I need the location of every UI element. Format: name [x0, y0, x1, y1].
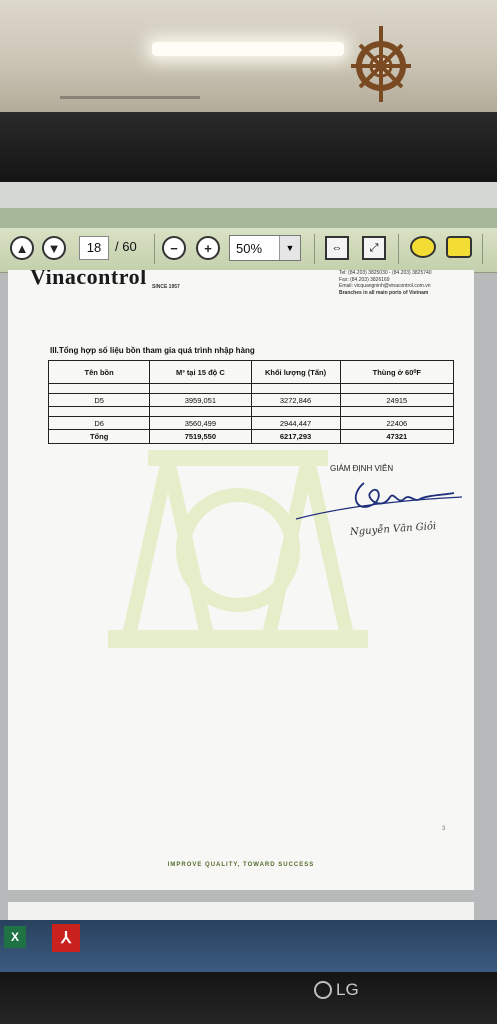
zoom-select[interactable] [229, 235, 301, 261]
logo-text: Vinacontrol [30, 270, 147, 289]
zoom-value: 50% [236, 241, 263, 256]
next-page-button[interactable] [42, 236, 66, 260]
chevron-down-icon[interactable]: ▼ [279, 236, 300, 260]
column-header: M³ tại 15 độ C [150, 361, 251, 384]
table-cell: 3272,846 [251, 394, 340, 407]
text-annotation-button[interactable] [446, 236, 472, 258]
ceiling-light [152, 42, 344, 56]
monitor-bezel-top [0, 112, 497, 182]
monitor-brand-logo [314, 980, 359, 1000]
monitor-bezel-bottom [0, 972, 497, 1024]
lg-circle-icon [314, 981, 332, 999]
column-header: Tên bồn [49, 361, 150, 384]
fit-page-icon: ⤢ [369, 241, 379, 254]
vinacontrol-watermark [88, 440, 388, 660]
table-row [49, 417, 454, 430]
table-row [49, 394, 454, 407]
wall-background [0, 0, 497, 112]
column-header: Thùng ở 60⁰F [340, 361, 453, 384]
logo-since: SINCE 1957 [152, 284, 180, 290]
pdf-reader-icon[interactable]: ⅄ [52, 924, 80, 952]
toolbar-separator [314, 234, 315, 264]
table-cell: D5 [49, 394, 150, 407]
table-cell: D6 [49, 417, 150, 430]
table-spacer-row [49, 384, 454, 394]
toolbar-separator [154, 234, 155, 264]
menu-bar [0, 208, 497, 228]
inspector-label: GIÁM ĐỊNH VIÊN [330, 464, 394, 473]
arrow-up-icon: ▲ [15, 240, 29, 256]
contact-fax: Fax: (84.203) 3826169 [339, 276, 390, 283]
pdf-page [8, 270, 474, 890]
table-cell: 47321 [340, 430, 453, 444]
toolbar-separator [482, 234, 483, 264]
contact-branches: Branches in all main ports of Vietnam [339, 289, 429, 296]
page-number-input[interactable]: 18 [79, 236, 109, 260]
arrow-down-icon: ▼ [47, 240, 61, 256]
table-spacer-row [49, 407, 454, 417]
contact-email: Email: vicquangninh@vinacontrol.com.vn [339, 283, 431, 289]
pdf-toolbar [0, 228, 497, 273]
handwritten-signature [294, 475, 464, 525]
wall-rail [60, 96, 200, 99]
footer-slogan: IMPROVE QUALITY, TOWARD SUCCESS [167, 862, 315, 868]
tank-summary-table [48, 360, 454, 444]
page-number: 3 [442, 826, 446, 832]
comment-button[interactable] [410, 236, 436, 258]
table-total-row [49, 430, 454, 444]
table-cell: Tổng [49, 430, 150, 444]
excel-icon[interactable]: X [4, 926, 26, 948]
page-total-label: / 60 [115, 239, 137, 254]
brand-text: LG [336, 980, 359, 999]
previous-page-button[interactable] [10, 236, 34, 260]
column-header: Khối lượng (Tấn) [251, 361, 340, 384]
table-cell: 2944,447 [251, 417, 340, 430]
ship-wheel-decoration [346, 18, 416, 104]
table-header-row [49, 361, 454, 384]
fit-page-button[interactable] [362, 236, 386, 260]
windows-taskbar [0, 920, 497, 972]
monitor-screen [0, 182, 497, 972]
company-logo [30, 270, 147, 290]
signer-name: Nguyễn Văn Giỏi [349, 521, 437, 538]
plus-icon: + [204, 240, 212, 256]
window-title-strip [0, 182, 497, 208]
contact-tel: Tel: (84.203) 3825030 - (84.203) 3825740 [339, 270, 432, 276]
fit-width-icon: ⇔ [331, 242, 343, 254]
table-cell: 3560,499 [150, 417, 251, 430]
table-cell: 7519,550 [150, 430, 251, 444]
section-title: III.Tổng hợp số liệu bồn tham gia quá trình nhập hàng [50, 346, 255, 355]
toolbar-separator [398, 234, 399, 264]
contact-block [339, 270, 432, 296]
table-cell: 3959,051 [150, 394, 251, 407]
table-cell: 6217,293 [251, 430, 340, 444]
table-cell: 24915 [340, 394, 453, 407]
zoom-in-button[interactable] [196, 236, 220, 260]
zoom-out-button[interactable] [162, 236, 186, 260]
minus-icon: − [170, 240, 178, 256]
fit-width-button[interactable] [325, 236, 349, 260]
table-cell: 22406 [340, 417, 453, 430]
